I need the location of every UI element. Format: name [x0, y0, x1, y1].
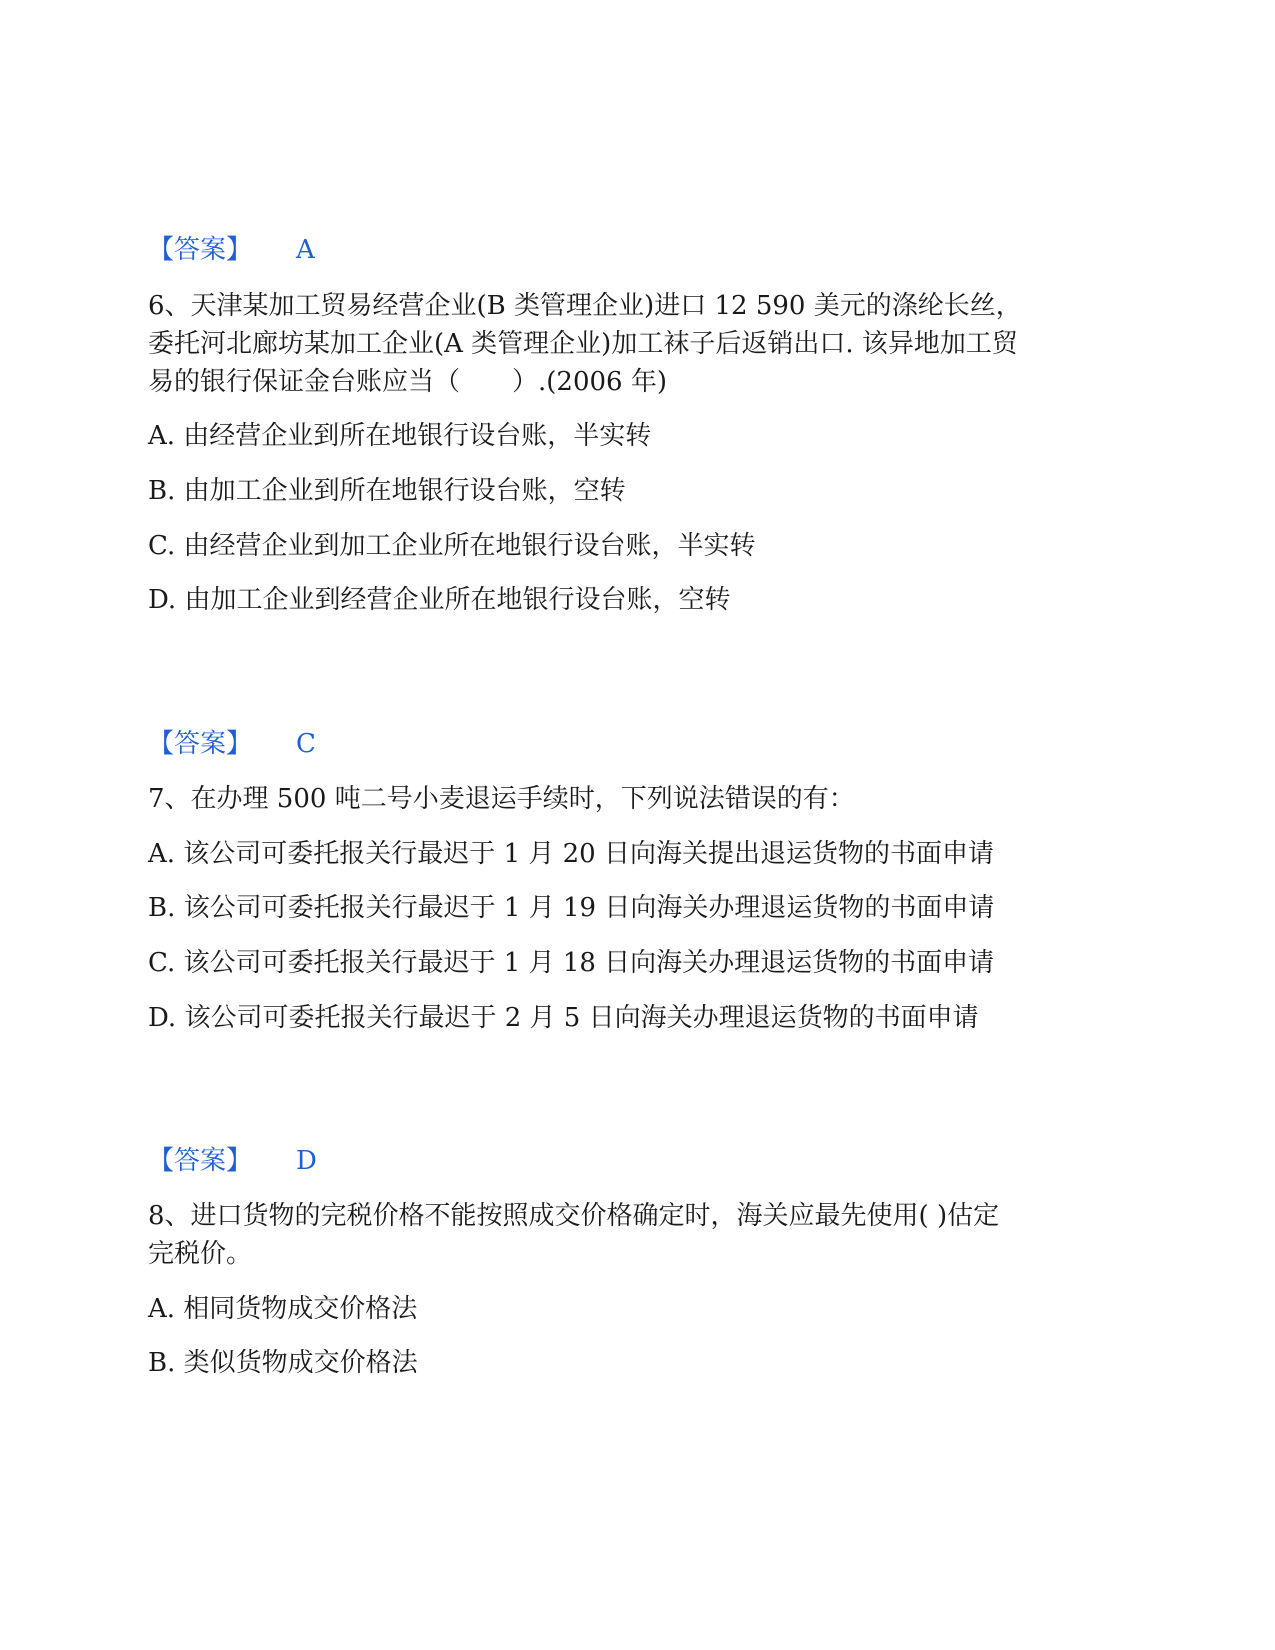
question-6-option-d: D. 由加工企业到经营企业所在地银行设台账，空转 — [148, 585, 731, 615]
question-7-option-a: A. 该公司可委托报关行最迟于 1 月 20 日向海关提出退运货物的书面申请 — [148, 839, 994, 869]
question-7-option-c: C. 该公司可委托报关行最迟于 1 月 18 日向海关办理退运货物的书面申请 — [148, 948, 995, 978]
answer-label: 【答案】 — [148, 729, 253, 759]
question-6-line-1: 6、天津某加工贸易经营企业(B 类管理企业)进口 12 590 美元的涤纶长丝， — [148, 291, 1022, 321]
question-6-line-2: 委托河北廊坊某加工企业(A 类管理企业)加工袜子后返销出口. 该异地加工贸 — [148, 329, 1018, 359]
question-6-option-b: B. 由加工企业到所在地银行设台账，空转 — [148, 476, 626, 506]
answer-label: 【答案】 — [148, 1146, 253, 1176]
question-7-line-1: 7、在办理 500 吨二号小麦退运手续时，下列说法错误的有： — [148, 784, 855, 814]
question-8-option-b: B. 类似货物成交价格法 — [148, 1348, 418, 1378]
question-7-option-d: D. 该公司可委托报关行最迟于 2 月 5 日向海关办理退运货物的书面申请 — [148, 1003, 979, 1033]
answer-value: D — [296, 1146, 317, 1176]
question-8-option-a: A. 相同货物成交价格法 — [148, 1294, 418, 1324]
answer-value: A — [296, 235, 315, 265]
question-8-line-1: 8、进口货物的完税价格不能按照成交价格确定时，海关应最先使用( )估定 — [148, 1201, 1000, 1231]
answer-label: 【答案】 — [148, 235, 253, 265]
answer-block-2 — [148, 726, 316, 762]
question-7-option-b: B. 该公司可委托报关行最迟于 1 月 19 日向海关办理退运货物的书面申请 — [148, 893, 995, 923]
question-6-line-3: 易的银行保证金台账应当（ ）.(2006 年) — [148, 367, 667, 397]
answer-block-3 — [148, 1143, 317, 1179]
answer-block-1 — [148, 232, 315, 268]
answer-value: C — [296, 729, 316, 759]
question-6-option-a: A. 由经营企业到所在地银行设台账，半实转 — [148, 421, 652, 451]
question-8-line-2: 完税价。 — [148, 1239, 253, 1269]
question-6-option-c: C. 由经营企业到加工企业所在地银行设台账，半实转 — [148, 531, 756, 561]
